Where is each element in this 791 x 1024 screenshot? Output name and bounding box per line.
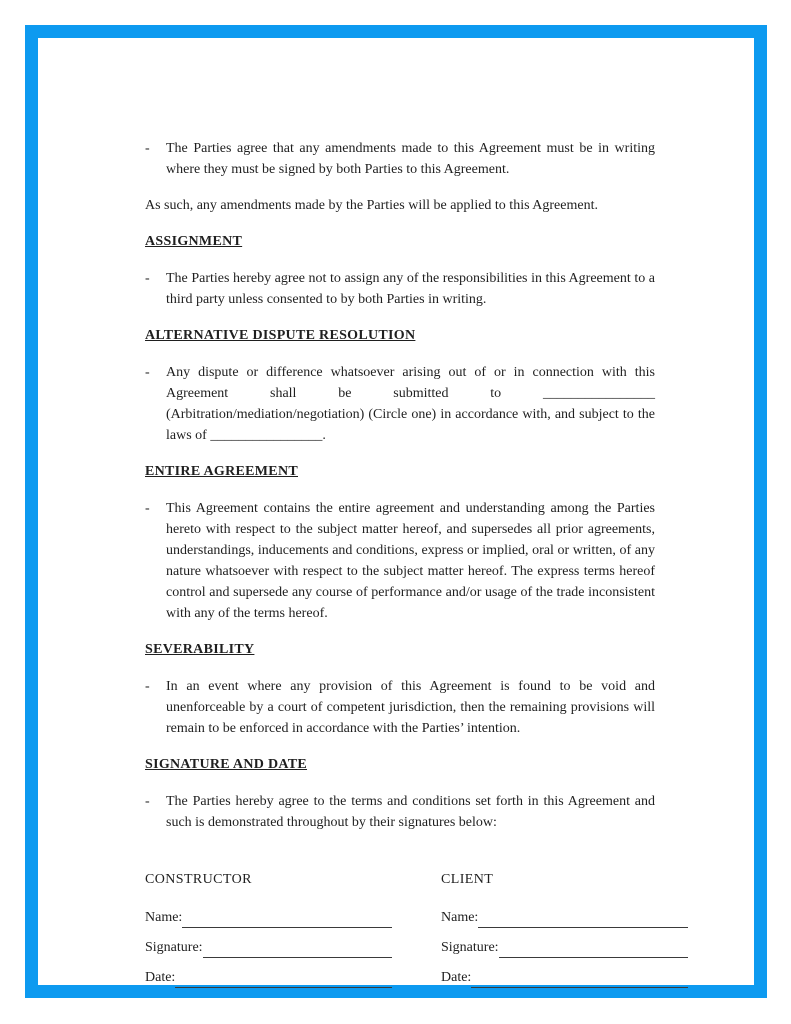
client-column-title: CLIENT: [441, 872, 494, 887]
severability-bullet: [145, 676, 655, 739]
heading-alternative-dispute-resolution: ALTERNATIVE DISPUTE RESOLUTION: [145, 328, 416, 343]
constructor-signature-line: [203, 942, 392, 958]
client-name-label: Name:: [441, 910, 479, 925]
document-content: [76, 76, 716, 985]
bullet-marker: -: [145, 271, 150, 286]
client-signature-column: [441, 869, 688, 999]
dispute-resolution-bullet-text: Any dispute or difference whatsoever arising out of or in connection with this Agreement shall be submitted to ________________ (Arbitration/mediation/negotiation) (Circle one) in accordance with, and subject to the laws of ________________.: [166, 365, 655, 443]
constructor-signature-column: [145, 869, 392, 999]
intro-paragraph: As such, any amendments made by the Parties will be applied to this Agreement.: [145, 198, 598, 213]
constructor-signature-row: [145, 939, 392, 958]
bullet-marker: -: [145, 679, 150, 694]
assignment-bullet-text: The Parties hereby agree not to assign any of the responsibilities in this Agreement to a third party unless consented to by both Parties in writing.: [166, 271, 655, 307]
bullet-marker: -: [145, 365, 150, 380]
assignment-bullet: [145, 268, 655, 310]
client-signature-row: [441, 939, 688, 958]
client-signature-label: Signature:: [441, 940, 499, 955]
constructor-column-title: CONSTRUCTOR: [145, 872, 252, 887]
bullet-marker: -: [145, 794, 150, 809]
client-date-line: [471, 972, 688, 988]
signature-block: [145, 869, 688, 999]
bullet-marker: -: [145, 141, 150, 156]
heading-entire-agreement: ENTIRE AGREEMENT: [145, 464, 298, 479]
dispute-resolution-bullet: [145, 362, 655, 446]
signature-date-bullet: [145, 791, 655, 833]
client-signature-line: [499, 942, 688, 958]
constructor-name-line: [182, 912, 392, 928]
heading-assignment: ASSIGNMENT: [145, 234, 243, 249]
entire-agreement-bullet: [145, 498, 655, 624]
bullet-marker: -: [145, 501, 150, 516]
heading-signature-and-date: SIGNATURE AND DATE: [145, 757, 308, 772]
signature-date-bullet-text: The Parties hereby agree to the terms and conditions set forth in this Agreement and such is demonstrated throughout by their signatures below:: [166, 794, 655, 830]
constructor-name-label: Name:: [145, 910, 183, 925]
heading-severability: SEVERABILITY: [145, 642, 255, 657]
constructor-name-row: [145, 909, 392, 928]
blue-page-border: [25, 25, 767, 998]
client-name-line: [478, 912, 688, 928]
intro-bullet-text: The Parties agree that any amendments made to this Agreement must be in writing where they must be signed by both Parties to this Agreement.: [166, 141, 655, 177]
client-date-label: Date:: [441, 970, 472, 985]
entire-agreement-bullet-text: This Agreement contains the entire agreement and understanding among the Parties hereto with respect to the subject matter hereof, and supersedes all prior agreements, understandings, inducements and conditions, express or implied, oral or written, of any nature whatsoever with respect to the subject matter hereof. The express terms hereof control and supersede any course of performance and/or usage of the trade inconsistent with any of the terms hereof.: [166, 501, 655, 621]
constructor-date-label: Date:: [145, 970, 176, 985]
constructor-date-row: [145, 969, 392, 988]
client-date-row: [441, 969, 688, 988]
constructor-signature-label: Signature:: [145, 940, 203, 955]
constructor-date-line: [175, 972, 392, 988]
intro-bullet: [145, 138, 655, 180]
client-name-row: [441, 909, 688, 928]
severability-bullet-text: In an event where any provision of this Agreement is found to be void and unenforceable by a court of competent jurisdiction, then the remaining provisions will remain to be enforced in accordance with the Parties’ intention.: [166, 679, 655, 736]
